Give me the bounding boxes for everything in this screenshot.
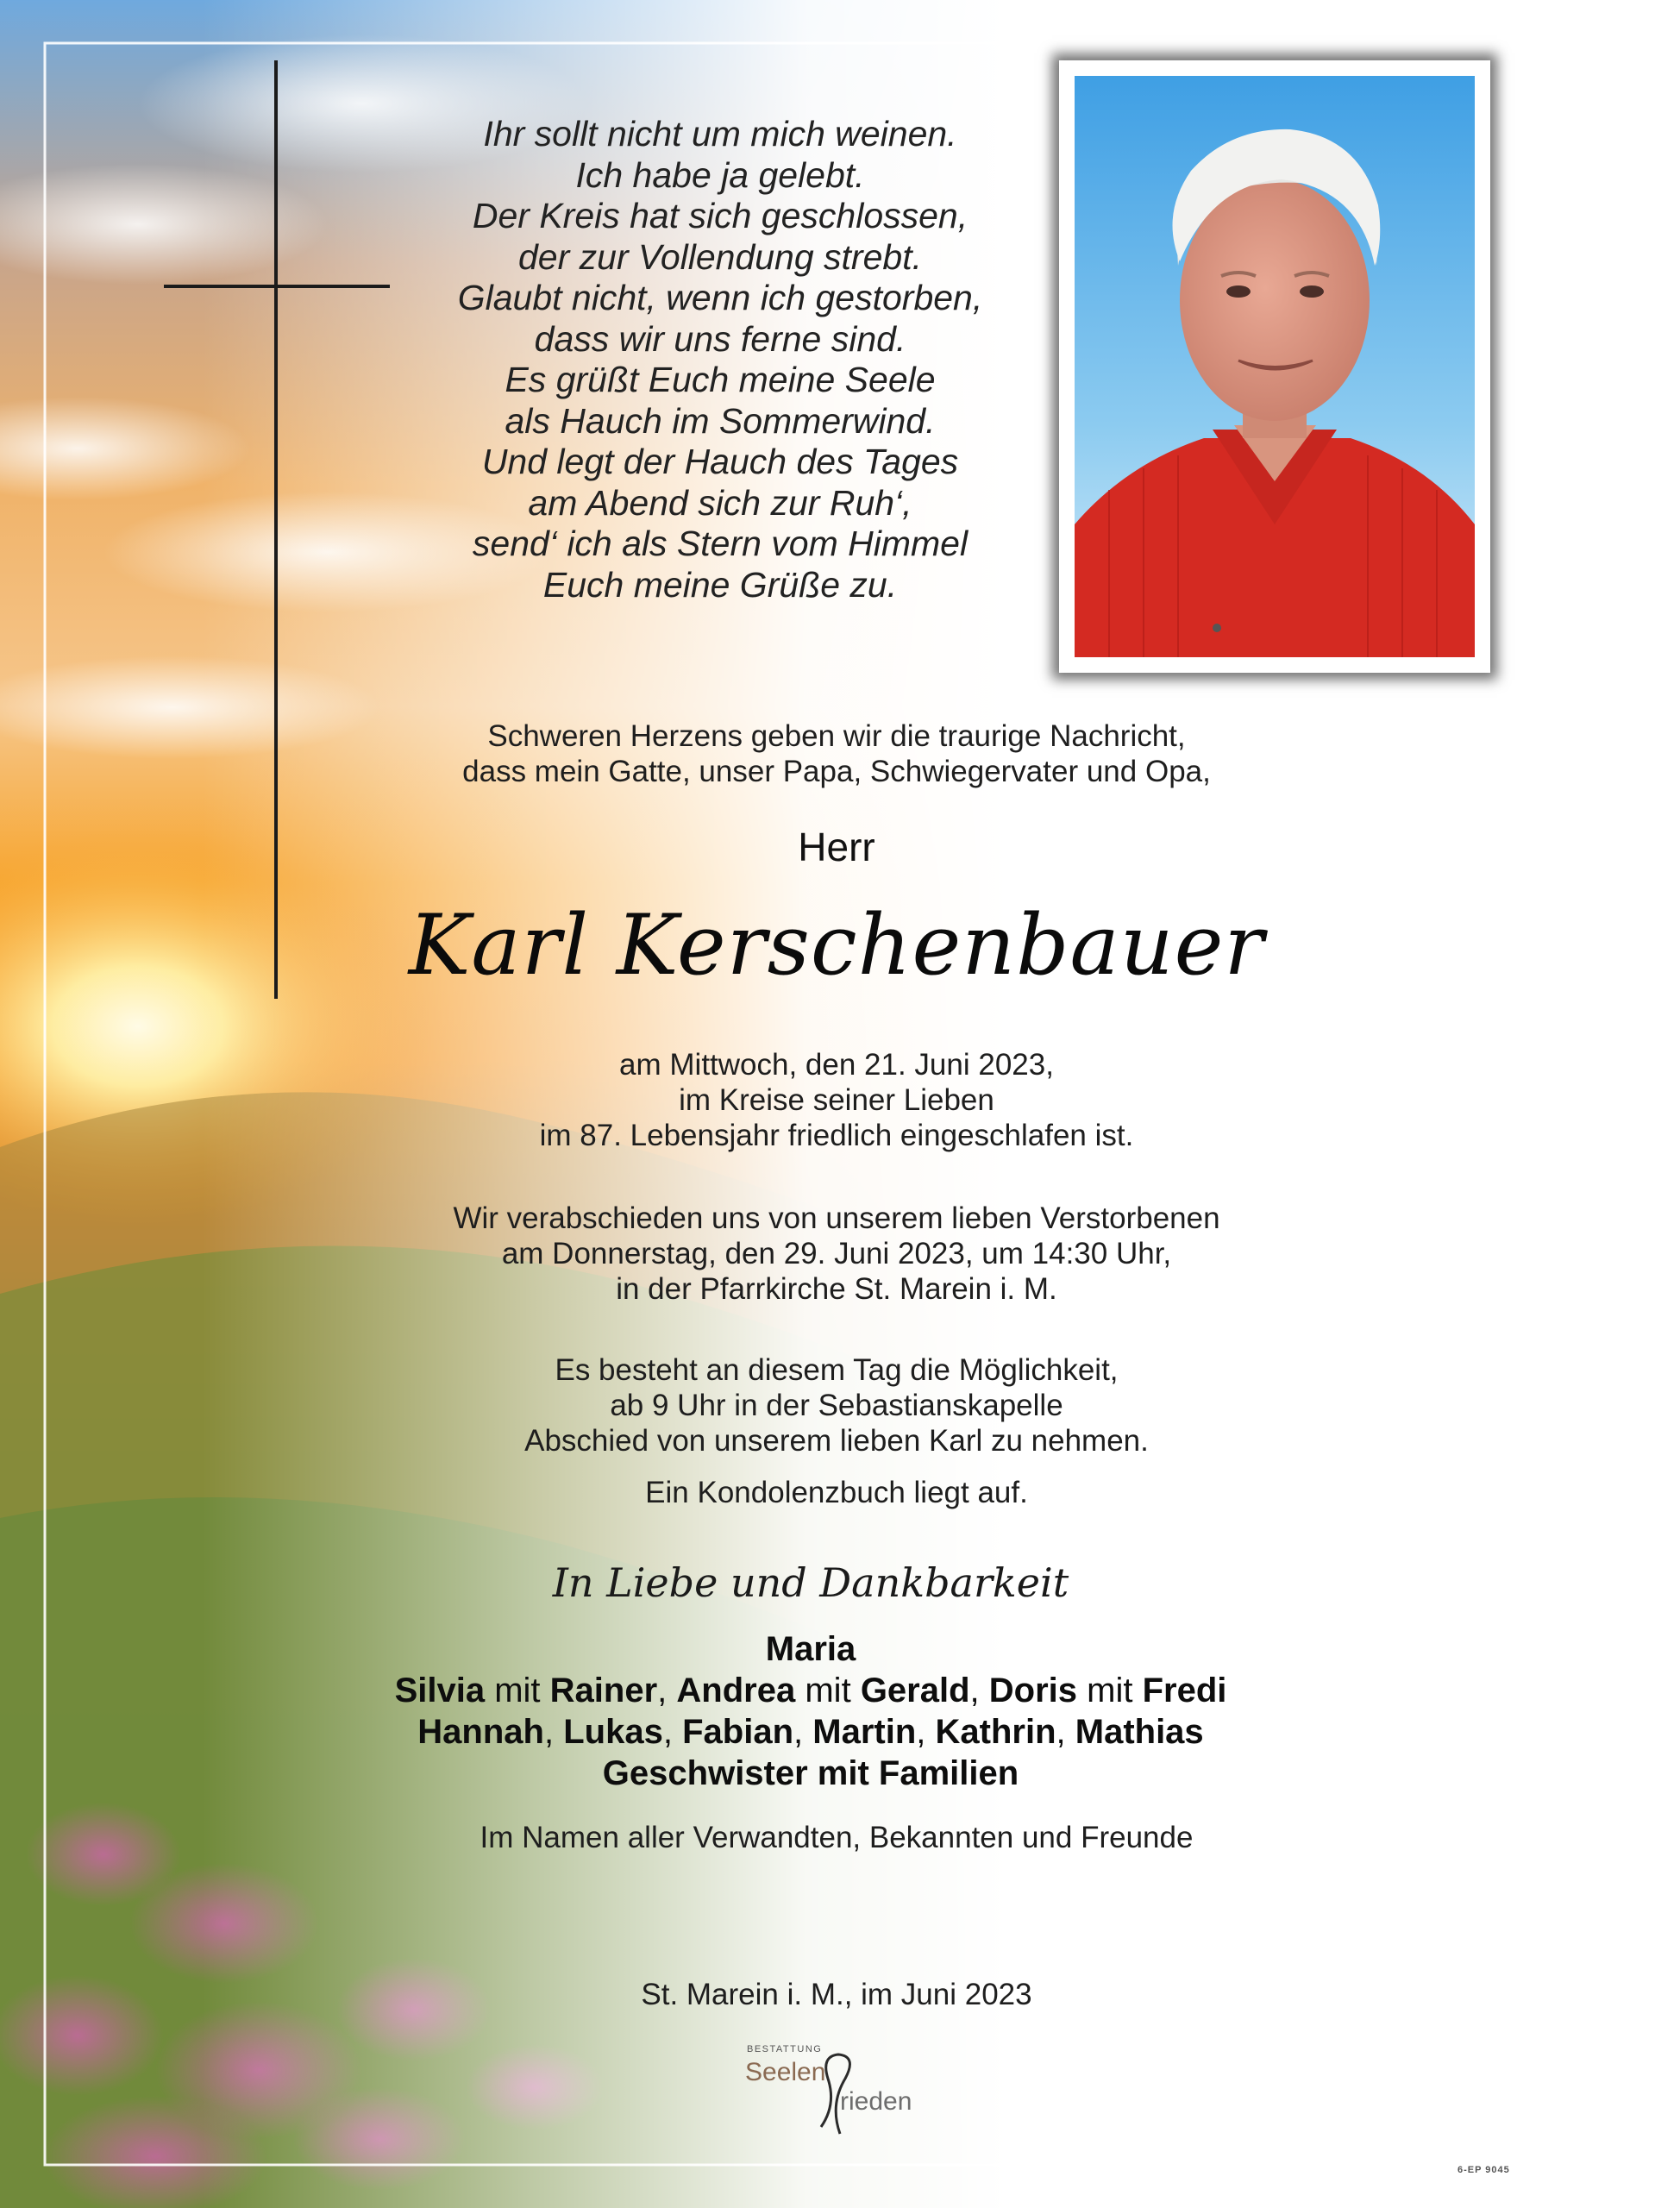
- grandchild-name: Lukas: [563, 1713, 663, 1751]
- poem-line: der zur Vollendung strebt.: [518, 236, 922, 277]
- visitation-details: [405, 1352, 1268, 1458]
- intro-line-1: Schweren Herzens geben wir die traurige Nachricht,: [487, 719, 1186, 753]
- child-name: Silvia: [394, 1672, 486, 1709]
- child-name: Andrea: [676, 1672, 796, 1709]
- separator: ,: [969, 1672, 980, 1709]
- death-line-2: im Kreise seiner Lieben: [679, 1083, 994, 1117]
- funeral-details: [362, 1201, 1311, 1307]
- separator: ,: [1056, 1713, 1066, 1751]
- death-line-3: im 87. Lebensjahr friedlich eingeschlafen ist.: [539, 1119, 1134, 1152]
- portrait-illustration: [1075, 76, 1475, 657]
- visitation-line-2: ab 9 Uhr in der Sebastianskapelle: [610, 1389, 1063, 1422]
- print-code: 6-EP 9045: [1457, 2165, 1510, 2175]
- farewell-line-2: am Donnerstag, den 29. Juni 2023, um 14:30 Uhr,: [501, 1237, 1172, 1270]
- grandchild-name: Mathias: [1075, 1713, 1204, 1751]
- poem-line: Euch meine Grüße zu.: [542, 564, 898, 605]
- partner-name: Rainer: [549, 1672, 658, 1709]
- separator: ,: [657, 1672, 668, 1709]
- separator: ,: [916, 1713, 926, 1751]
- cross-horizontal-bar: [164, 285, 390, 288]
- relatives-line: Im Namen aller Verwandten, Bekannten und Freunde: [480, 1821, 1194, 1854]
- poem-line: Ihr sollt nicht um mich weinen.: [483, 114, 957, 154]
- separator: ,: [793, 1713, 804, 1751]
- connector-word: mit: [1087, 1672, 1133, 1709]
- visitation-line-3: Abschied von unserem lieben Karl zu nehmen.: [524, 1424, 1149, 1458]
- farewell-line-3: in der Pfarrkirche St. Marein i. M.: [616, 1272, 1057, 1306]
- funeral-home-logo: [743, 2044, 925, 2139]
- salutation: Herr: [798, 825, 875, 869]
- child-name: Doris: [988, 1672, 1078, 1709]
- grandchild-name: Fabian: [682, 1713, 793, 1751]
- connector-word: mit: [805, 1672, 851, 1709]
- portrait-photo-frame: [1059, 60, 1490, 673]
- separator: ,: [662, 1713, 673, 1751]
- grandchildren-line: [310, 1711, 1311, 1753]
- poem-line: send‘ ich als Stern vom Himmel: [472, 524, 969, 563]
- siblings-line: [310, 1753, 1311, 1794]
- poem-line: Glaubt nicht, wenn ich gestorben,: [457, 278, 983, 317]
- place-and-date: St. Marein i. M., im Juni 2023: [641, 1978, 1032, 2011]
- partner-name: Fredi: [1142, 1672, 1227, 1709]
- portrait-photo: [1075, 76, 1475, 657]
- logo-word-seelen: Seelen: [745, 2058, 826, 2086]
- poem-line: Es grüßt Euch meine Seele: [505, 360, 936, 399]
- widow-line: [310, 1628, 1311, 1670]
- mourners-list: [310, 1628, 1311, 1794]
- death-details: [405, 1047, 1268, 1153]
- visitation-line-1: Es besteht an diesem Tag die Möglichkeit,: [555, 1353, 1119, 1387]
- poem-line: als Hauch im Sommerwind.: [505, 400, 936, 441]
- widow-name: Maria: [765, 1630, 856, 1668]
- children-line: [310, 1670, 1311, 1711]
- intro-line-2: dass mein Gatte, unser Papa, Schwiegervater und Opa,: [462, 755, 1211, 788]
- gratitude-heading: In Liebe und Dankbarkeit: [552, 1559, 1069, 1606]
- farewell-line-1: Wir verabschieden uns von unserem lieben Verstorbenen: [453, 1201, 1220, 1235]
- poem-line: dass wir uns ferne sind.: [534, 318, 906, 359]
- deceased-name: Karl Kerschenbauer: [408, 897, 1265, 994]
- grandchild-name: Kathrin: [935, 1713, 1056, 1751]
- separator: ,: [543, 1713, 555, 1751]
- death-line-1: am Mittwoch, den 21. Juni 2023,: [619, 1048, 1054, 1082]
- announcement-intro: [362, 718, 1311, 789]
- partner-name: Gerald: [860, 1672, 970, 1709]
- poem-line: Ich habe ja gelebt.: [575, 154, 865, 195]
- memorial-poem: [397, 114, 1044, 605]
- logo-top-text: BESTATTUNG: [747, 2044, 823, 2054]
- grandchild-name: Martin: [812, 1713, 917, 1751]
- condolence-book-note: Ein Kondolenzbuch liegt auf.: [645, 1476, 1028, 1509]
- logo-swash-icon: [743, 2044, 925, 2139]
- logo-word-frieden: rieden: [840, 2087, 912, 2116]
- poem-line: Der Kreis hat sich geschlossen,: [472, 196, 969, 235]
- connector-word: mit: [494, 1672, 541, 1709]
- poem-line: Und legt der Hauch des Tages: [481, 442, 959, 481]
- grandchild-name: Hannah: [417, 1713, 544, 1751]
- poem-line: am Abend sich zur Ruh‘,: [528, 482, 912, 523]
- cross-vertical-bar: [274, 60, 278, 999]
- siblings-text: Geschwister mit Familien: [602, 1754, 1019, 1792]
